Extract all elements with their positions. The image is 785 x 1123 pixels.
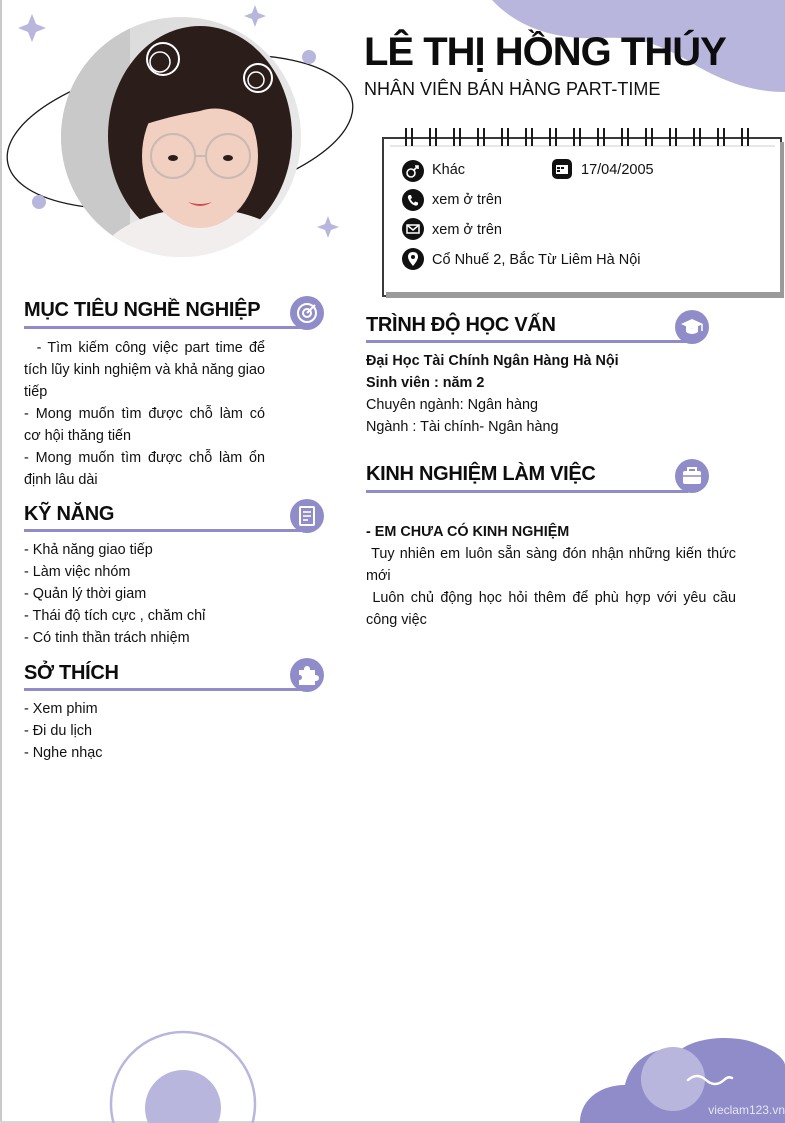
puzzle-icon <box>290 658 324 692</box>
objective-badge <box>290 296 324 330</box>
spiral-binding <box>398 124 768 152</box>
graduation-cap-icon <box>675 310 709 344</box>
hobby-item: - Nghe nhạc <box>24 745 103 761</box>
target-icon <box>290 296 324 330</box>
profile-photo <box>60 16 302 258</box>
experience-content <box>366 521 741 631</box>
skill-item: - Khả năng giao tiếp <box>24 542 153 558</box>
education-underline <box>366 340 688 343</box>
skill-item: - Làm việc nhóm <box>24 564 131 580</box>
objective-line: - Mong muốn tìm được chỗ làm ổn định lâu dài <box>24 450 265 488</box>
experience-title: KINH NGHIỆM LÀM VIỆC <box>366 463 596 485</box>
experience-line: Tuy nhiên em luôn sẵn sàng đón nhận những kiến thức mới <box>366 546 741 584</box>
skills-title: KỸ NĂNG <box>24 503 115 525</box>
hobby-item: - Đi du lịch <box>24 723 92 739</box>
briefcase-icon <box>675 459 709 493</box>
hobbies-badge <box>290 658 324 692</box>
objective-content <box>24 337 269 491</box>
hobby-item: - Xem phim <box>24 701 98 717</box>
gender-icon <box>402 160 424 182</box>
phone-icon <box>402 189 424 211</box>
hobbies-list <box>24 698 304 764</box>
skill-item: - Thái độ tích cực , chăm chỉ <box>24 608 206 624</box>
hobbies-underline <box>24 688 304 691</box>
education-content <box>366 350 746 438</box>
experience-line: Luôn chủ động học hỏi thêm để phù hợp với yêu cầu công việc <box>366 590 740 628</box>
skills-underline <box>24 529 304 532</box>
document-icon <box>290 499 324 533</box>
contact-gender: Khác <box>432 162 466 178</box>
education-school: Đại Học Tài Chính Ngân Hàng Hà Nội <box>366 353 619 369</box>
skill-item: - Có tinh thần trách nhiệm <box>24 630 190 646</box>
skill-item: - Quản lý thời giam <box>24 586 147 602</box>
contact-card <box>380 132 784 300</box>
location-icon <box>402 248 424 270</box>
contact-address: Cổ Nhuế 2, Bắc Từ Liêm Hà Nội <box>432 252 641 268</box>
contact-email: xem ở trên <box>432 222 502 238</box>
contact-birthdate: 17/04/2005 <box>581 162 654 178</box>
candidate-name: LÊ THỊ HỒNG THÚY <box>364 30 726 74</box>
objective-line: - Tìm kiếm công việc part time để tích lũy kinh nghiệm và khả năng giao tiếp <box>24 340 269 400</box>
experience-headline: - EM CHƯA CÓ KINH NGHIỆM <box>366 524 570 540</box>
education-major: Chuyên ngành: Ngân hàng <box>366 397 539 413</box>
objective-line: - Mong muốn tìm được chỗ làm có cơ hội thăng tiến <box>24 406 265 444</box>
hobbies-title: SỞ THÍCH <box>24 662 119 684</box>
skills-list <box>24 539 304 649</box>
objective-underline <box>24 326 304 329</box>
experience-badge <box>675 459 709 493</box>
education-title: TRÌNH ĐỘ HỌC VẤN <box>366 314 556 336</box>
education-field: Ngành : Tài chính- Ngân hàng <box>366 419 559 435</box>
education-year: Sinh viên : năm 2 <box>366 375 485 391</box>
objective-title: MỤC TIÊU NGHỀ NGHIỆP <box>24 299 261 321</box>
experience-underline <box>366 490 688 493</box>
education-badge <box>675 310 709 344</box>
email-icon <box>402 218 424 240</box>
job-title: NHÂN VIÊN BÁN HÀNG PART-TIME <box>364 79 661 99</box>
skills-badge <box>290 499 324 533</box>
watermark: vieclam123.vn <box>708 1103 785 1117</box>
calendar-icon <box>552 159 574 181</box>
contact-phone: xem ở trên <box>432 192 502 208</box>
